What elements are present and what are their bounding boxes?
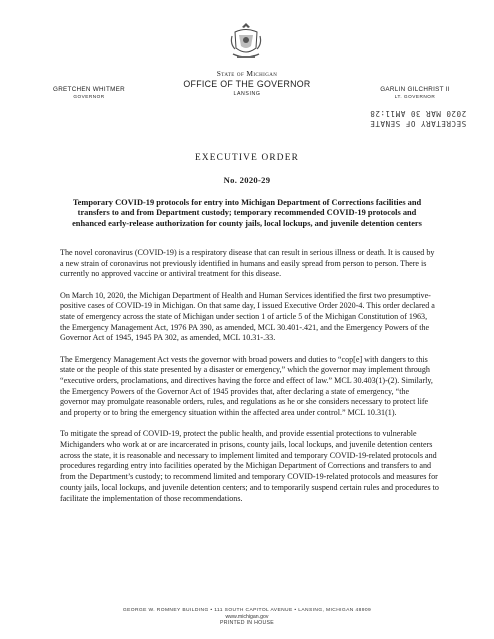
document-body — [60, 248, 439, 515]
state-name: State of Michigan — [216, 69, 278, 78]
document-title: EXECUTIVE ORDER — [195, 153, 299, 163]
stamp-line-1: SECRETARY OF SENATE — [369, 119, 467, 128]
governor-name: GRETCHEN WHITMER — [53, 86, 125, 93]
seal-icon — [229, 22, 263, 62]
body-paragraph: To mitigate the spread of COVID-19, protect the public health, and provide essential protections to vulnerable Michiganders who work at or are incarcerated in prisons, county jails, local lockups, and juvenile detention centers across the state, it is reasonable and necessary to implement limited and temporary COVID-19-related protocols and procedures regarding entry into facilities operated by the Michigan Department of Corrections and transfers to and from the Department’s custody; to recommend limited and temporary COVID-19-related protocols and measures for county jails, local lockups, and juvenile detention centers; and to temporarily suspend certain rules and procedures to facilitate the implementation of those recommendations. — [60, 429, 439, 503]
stamp-line-2: 2020 MAR 30 AM11:28 — [369, 109, 467, 118]
order-number: No. 2020-29 — [223, 175, 271, 185]
lt-governor-name: GARLIN GILCHRIST II — [380, 86, 450, 93]
lt-governor-title: LT. GOVERNOR — [394, 94, 436, 99]
office-name: OFFICE OF THE GOVERNOR — [183, 79, 311, 89]
body-paragraph: The novel coronavirus (COVID-19) is a respiratory disease that can result in serious illness or death. It is caused by a new strain of coronavirus not previously identified in humans and easily spread from person to person. There is currently no approved vaccine or antiviral treatment for this disease. — [60, 248, 435, 279]
order-heading: Temporary COVID-19 protocols for entry into Michigan Department of Corrections facilities and transfers to and from Department custody; temporary recommended COVID-19 protocols and enhanced early-release authorization for county jails, local lockups, and juvenile detention centers — [72, 198, 422, 228]
footer — [0, 608, 494, 626]
footer-printed-note: PRINTED IN HOUSE — [219, 620, 275, 626]
governor-block — [34, 86, 144, 99]
city-name: LANSING — [233, 91, 261, 97]
body-paragraph: On March 10, 2020, the Michigan Department of Health and Human Services identified the first two presumptive-positive cases of COVID-19 in Michigan. On that same day, I issued Executive Order 2020-4. This order declared a state of emergency across the state of Michigan under section 1 of article 5 of the Michigan Constitution of 1963, the Emergency Management Act, 1976 PA 390, as amended, MCL 30.401-.421, and the Emergency Powers of the Governor Act of 1945, 1945 PA 302, as amended, MCL 10.31-.33. — [60, 290, 435, 343]
footer-website: www.michigan.gov — [225, 614, 269, 620]
received-stamp — [362, 108, 474, 128]
governor-title: GOVERNOR — [73, 94, 105, 99]
michigan-state-seal — [229, 22, 263, 62]
footer-address: GEORGE W. ROMNEY BUILDING • 111 SOUTH CAPITOL AVENUE • LANSING, MICHIGAN 48909 — [122, 608, 372, 613]
lt-governor-block — [360, 86, 470, 99]
letterhead — [147, 69, 347, 97]
body-paragraph: The Emergency Management Act vests the governor with broad powers and duties to “cop[e] with dangers to this state or the people of this state presented by a disaster or emergency,” which the governor may implement through “executive orders, proclamations, and directives having the force and effect of law.” MCL 30.403(1)-(2). Similarly, the Emergency Powers of the Governor Act of 1945 provides that, after declaring a state of emergency, “the governor may promulgate reasonable orders, rules, and regulations as he or she considers necessary to protect life and property or to bring the emergency situation within the affected area under control.” MCL 10.31(1). — [60, 354, 433, 418]
